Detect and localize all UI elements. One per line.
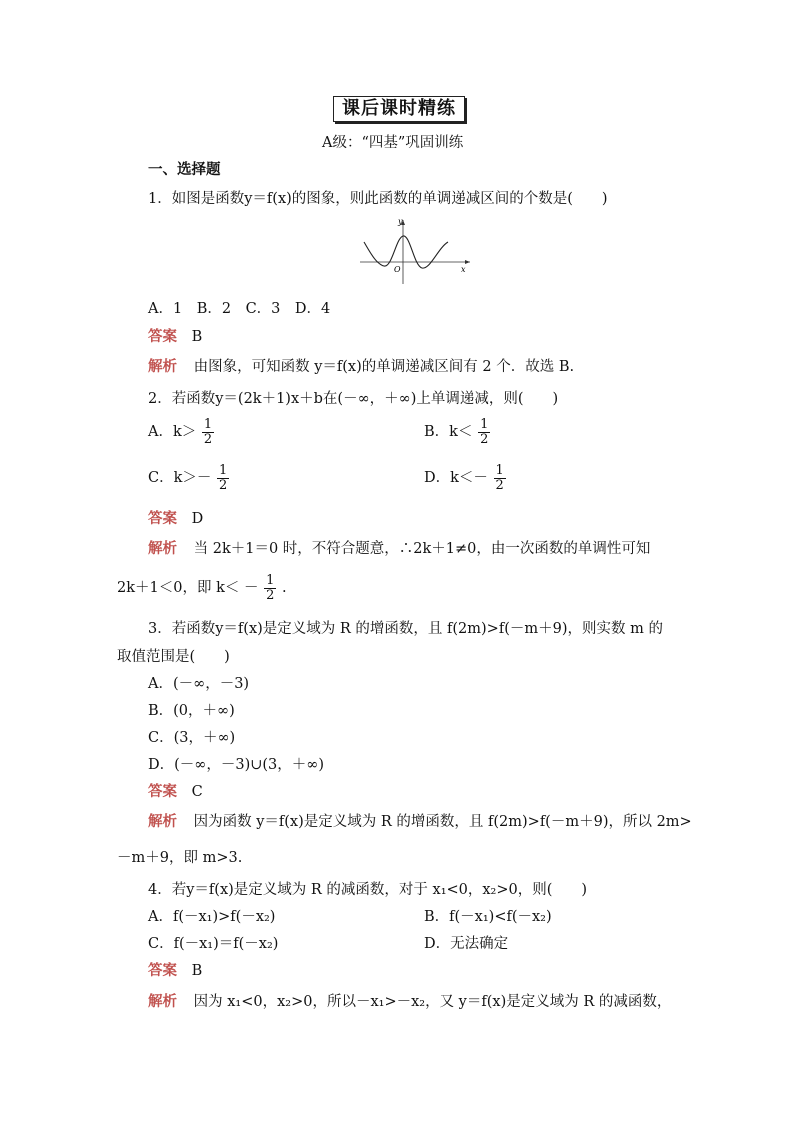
q1-analysis: 由图象，可知函数 y＝f(x)的单调递减区间有 2 个．故选 B. <box>193 359 575 375</box>
question-3-line2: 取值范围是( ) <box>117 649 230 665</box>
q2-analysis-line2-end: . <box>281 580 287 597</box>
page-subtitle: A级：“四基”巩固训练 <box>322 135 464 151</box>
q1-answer: B <box>191 329 203 345</box>
q2-option-d <box>424 464 507 492</box>
question-3-line1: 3．若函数y＝f(x)是定义域为 R 的增函数，且 f(2m)>f(－m＋9)，则实数 m 的 <box>148 621 663 637</box>
q4-answer-row <box>148 964 202 979</box>
q4-option-a: A．f(－x₁)>f(－x₂) <box>148 909 276 925</box>
q2-option-c-prefix: C．k＞－ <box>148 470 212 487</box>
q4-option-d: D．无法确定 <box>424 936 509 952</box>
answer-label: 答案 <box>148 962 177 979</box>
question-2-text: 2．若函数y＝(2k＋1)x＋b在(－∞，＋∞)上单调递减，则( ) <box>148 391 559 407</box>
q2-option-c <box>148 464 230 492</box>
sine-curve <box>364 236 448 268</box>
q2-analysis-line2-text: 2k＋1＜0，即 k＜ － <box>117 580 259 597</box>
question-4-text: 4．若y＝f(x)是定义域为 R 的减函数，对于 x₁<0，x₂>0，则( ) <box>148 882 588 898</box>
q1-options: A．1 B．2 C．3 D．4 <box>148 301 331 317</box>
section-heading: 一、选择题 <box>148 161 221 178</box>
q2-option-a <box>148 418 215 446</box>
origin-label: O <box>394 265 401 274</box>
q2-answer-row <box>148 512 203 527</box>
q1-analysis-row <box>148 360 574 375</box>
fraction-one-half: $\frac{1}{2}$ <box>495 463 504 493</box>
q1-answer-row <box>148 330 202 345</box>
q2-analysis-row <box>148 542 650 557</box>
q4-analysis: 因为 x₁<0，x₂>0，所以－x₁>－x₂，又 y＝f(x)是定义域为 R 的减函数， <box>193 994 672 1010</box>
q3-option-a: A．(－∞，－3) <box>148 676 250 692</box>
page-title: 课后课时精练 <box>333 96 465 122</box>
answer-label: 答案 <box>148 328 177 345</box>
fraction-one-half: $\frac{1}{2}$ <box>203 417 213 447</box>
answer-label: 答案 <box>148 783 177 800</box>
analysis-label: 解析 <box>148 813 177 830</box>
fraction-one-half: $\frac{1}{2}$ <box>266 573 275 603</box>
q1-function-graph <box>356 214 474 286</box>
q3-answer: C <box>191 784 203 800</box>
x-axis-arrow <box>465 260 470 264</box>
analysis-label: 解析 <box>148 540 177 557</box>
q3-analysis-line2: －m＋9，即 m>3. <box>117 850 243 866</box>
analysis-label: 解析 <box>148 358 177 375</box>
q3-option-c: C．(3，＋∞) <box>148 730 236 746</box>
q2-option-d-prefix: D．k＜－ <box>424 470 488 487</box>
x-axis-label: x <box>461 265 466 274</box>
q3-analysis-row <box>148 815 692 830</box>
q2-option-b <box>424 418 491 446</box>
y-axis-label: y <box>398 217 403 226</box>
answer-label: 答案 <box>148 510 177 527</box>
q4-analysis-row <box>148 995 671 1010</box>
question-1-text: 1．如图是函数y＝f(x)的图象，则此函数的单调递减区间的个数是( ) <box>148 191 608 207</box>
fraction-one-half: $\frac{1}{2}$ <box>219 463 228 493</box>
q2-option-b-prefix: B．k＜ <box>424 424 473 441</box>
q4-option-c: C．f(－x₁)＝f(－x₂) <box>148 936 279 952</box>
q2-option-a-prefix: A．k＞ <box>148 424 197 441</box>
q3-option-d: D．(－∞，－3)∪(3，＋∞) <box>148 757 325 773</box>
q2-analysis-line1: 当 2k＋1＝0 时，不符合题意，∴2k＋1≠0，由一次函数的单调性可知 <box>193 541 651 557</box>
q3-option-b: B．(0，＋∞) <box>148 703 235 719</box>
q3-answer-row <box>148 785 203 800</box>
q4-answer: B <box>191 963 203 979</box>
analysis-label: 解析 <box>148 993 177 1010</box>
q2-answer: D <box>191 511 204 527</box>
q2-analysis-line2 <box>117 574 287 602</box>
q3-analysis-line1: 因为函数 y＝f(x)是定义域为 R 的增函数，且 f(2m)>f(－m＋9)，所以 2m> <box>193 814 692 830</box>
q4-option-b: B．f(－x₁)<f(－x₂) <box>424 909 552 925</box>
fraction-one-half: $\frac{1}{2}$ <box>480 417 489 447</box>
